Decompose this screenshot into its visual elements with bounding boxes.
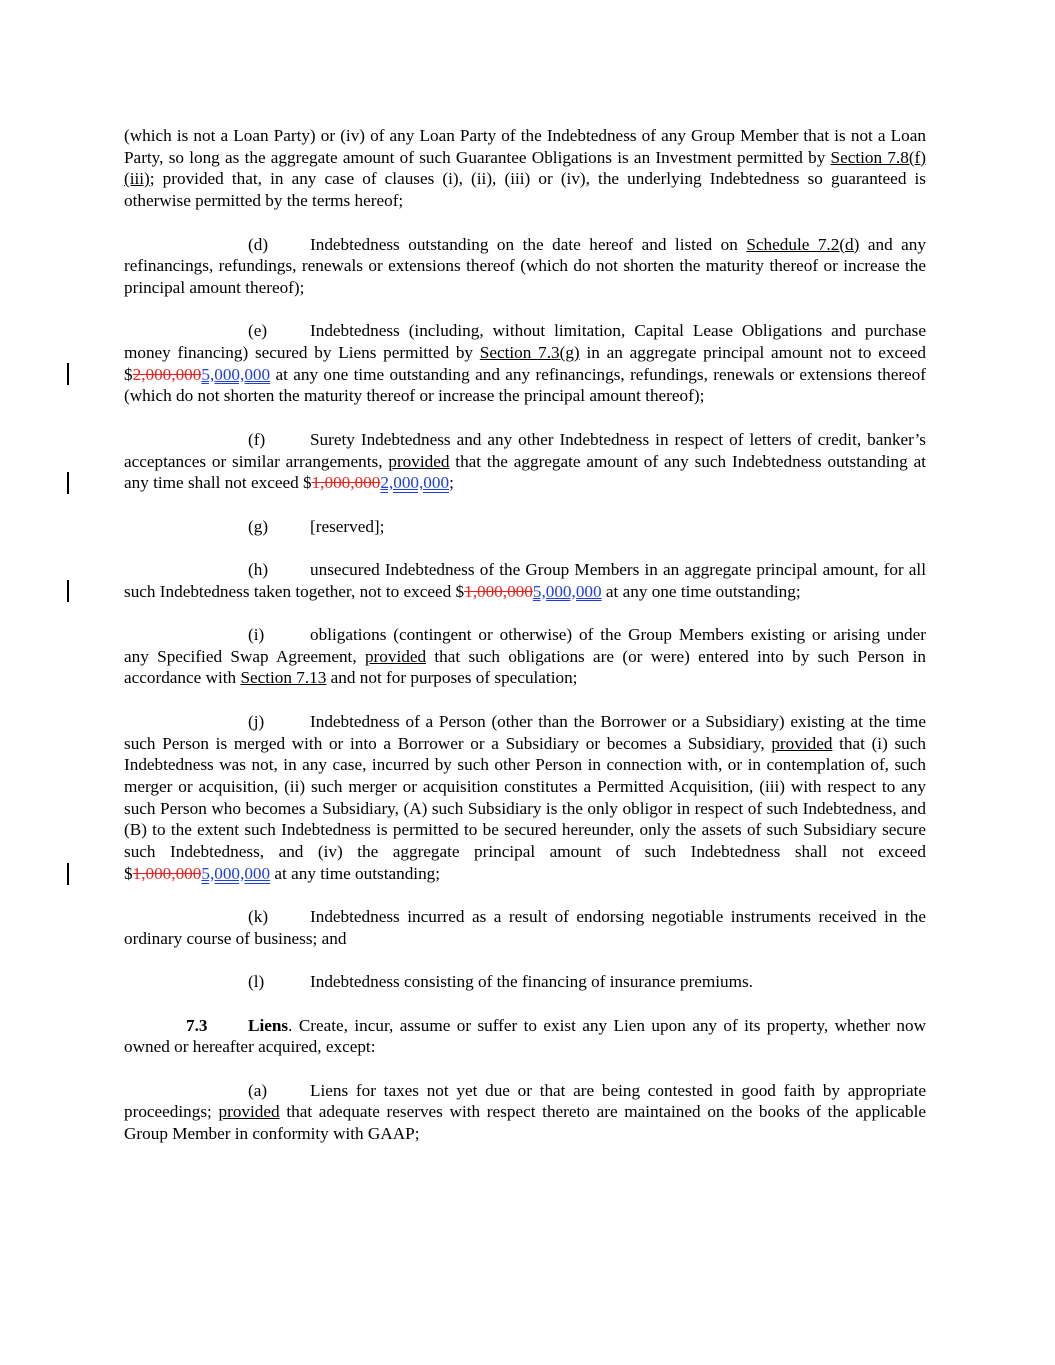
text: (which is not a Loan Party) or (iv) of any Loan Party of the Indebtedness of any Group Member that is not a Loan Party, so long as the aggregate amount of such Guarantee Obligations is an Investment permitted by [124, 126, 926, 167]
clause-label: (h) [248, 559, 269, 579]
text: at any one time outstanding; [601, 581, 801, 601]
clause-label: (k) [248, 907, 269, 927]
section-reference: Section 7.3(g) [479, 343, 580, 362]
text: Surety Indebtedness and any other Indebtedness in respect of letters of credit, banker’s acceptances or similar arrangements, [124, 429, 926, 471]
section-reference: Section 7.13 [240, 668, 327, 688]
text: at any one time outstanding and any refinancings, refundings, renewals or extensions thereof (which do not shorten the maturity thereof or increase the principal amount thereof); [124, 364, 926, 406]
text: and any refinancings, refundings, renewals or extensions thereof (which do not shorten the maturity thereof or increase the principal amount thereof); [124, 234, 926, 297]
document-page [124, 125, 926, 1167]
clause-j [124, 711, 926, 885]
clause-k [124, 906, 926, 949]
change-bar [67, 580, 69, 602]
text: Indebtedness of a Person (other than the Borrower or a Subsidiary) existing at the time such Person is merged with or into a Borrower or a Subsidiary or becomes a Subsidiary, [124, 711, 926, 753]
deleted-amount: 1,000,000 [132, 863, 202, 883]
text: that such obligations are (or were) entered into by such Person in accordance with [124, 646, 926, 688]
section-reference: Section 7.8(f)(iii) [124, 147, 926, 189]
inserted-amount: 5,000,000 [201, 364, 271, 384]
text: Indebtedness incurred as a result of endorsing negotiable instruments received in the ordinary course of business; and [124, 907, 926, 948]
text: at any time outstanding; [270, 863, 441, 883]
inserted-amount: 2,000,000 [380, 473, 450, 493]
text: . Create, incur, assume or suffer to exist any Lien upon any of its property, whether now owned or hereafter acquired, except: [124, 1015, 926, 1057]
provided-term: provided [364, 646, 427, 666]
deleted-amount: 2,000,000 [132, 364, 202, 384]
text: and not for purposes of speculation; [326, 668, 578, 688]
clause-label: (a) [248, 1080, 268, 1100]
text: unsecured Indebtedness of the Group Members in an aggregate principal amount, for all such Indebtedness taken together, not to exceed $ [124, 559, 926, 601]
change-bar [67, 863, 69, 885]
deleted-amount: 1,000,000 [311, 473, 381, 493]
text: [reserved]; [310, 516, 385, 536]
change-bar [67, 472, 69, 494]
text: ; [449, 473, 454, 493]
clause-h [124, 559, 926, 602]
section-title: Liens [248, 1015, 289, 1035]
clause-f [124, 429, 926, 494]
clause-label: (e) [248, 321, 268, 341]
text: that (i) such Indebtedness was not, in any case, incurred by such other Person in connection with, or in contemplation of, such merger or acquisition, (ii) such merger or acquisition constitutes a Permitted Acquisition, (iii) with respect to any such Person who becomes a Subsidiary, (A) such Subsidiary is the only obligor in respect of such Indebtedness, and (B) to the extent such Indebtedness is permitted to be secured hereunder, only the assets of such Subsidiary secure such Indebtedness, and (iv) the aggregate principal amount of such Indebtedness shall not exceed $ [124, 733, 926, 883]
schedule-reference: Schedule 7.2(d) [746, 234, 860, 254]
provided-term: provided [388, 451, 450, 471]
clause-e [124, 320, 926, 407]
clause-a [124, 1080, 926, 1145]
clause-label: (j) [248, 711, 265, 731]
clause-label: (l) [248, 972, 265, 992]
inserted-amount: 5,000,000 [532, 581, 602, 601]
text: Liens for taxes not yet due or that are being contested in good faith by appropriate proceedings; [124, 1080, 926, 1122]
text: Indebtedness outstanding on the date hereof and listed on [310, 234, 747, 254]
text: in an aggregate principal amount not to exceed $ [124, 343, 926, 384]
provided-term: provided [771, 733, 833, 753]
clause-label: (g) [248, 516, 269, 536]
section-number: 7.3 [186, 1015, 208, 1035]
clause-label: (f) [248, 429, 266, 449]
clause-d [124, 234, 926, 299]
clause-g [124, 516, 926, 538]
text: that adequate reserves with respect thereto are maintained on the books of the applicable Group Member in conformity with GAAP; [124, 1102, 926, 1144]
text: that the aggregate amount of any such Indebtedness outstanding at any time shall not exceed $ [124, 451, 926, 493]
clause-label: (d) [248, 234, 269, 254]
paragraph-continuation [124, 125, 926, 212]
deleted-amount: 1,000,000 [464, 581, 533, 601]
clause-i [124, 624, 926, 689]
text: Indebtedness (including, without limitation, Capital Lease Obligations and purchase money financing) secured by Liens permitted by [124, 321, 926, 362]
clause-label: (i) [248, 625, 265, 645]
section-7-3 [124, 1015, 926, 1058]
clause-l [124, 971, 926, 993]
provided-term: provided [218, 1102, 280, 1122]
text: obligations (contingent or otherwise) of the Group Members existing or arising under any Specified Swap Agreement, [124, 625, 926, 666]
change-bar [67, 363, 69, 385]
text: Indebtedness consisting of the financing of insurance premiums. [310, 972, 753, 992]
text: ; provided that, in any case of clauses (i), (ii), (iii) or (iv), the underlying Indebtedness so guaranteed is otherwise permitted by the terms hereof; [124, 169, 926, 211]
inserted-amount: 5,000,000 [201, 863, 271, 883]
